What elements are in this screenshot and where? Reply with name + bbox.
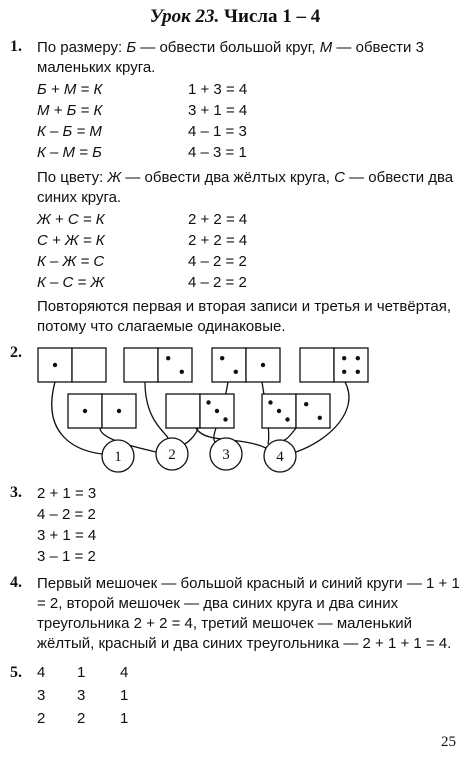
domino-pip [215,409,219,413]
top-domino [212,348,280,382]
task-5-cell: 4 [120,664,129,681]
connector-line [145,382,168,438]
size-letter-eq-1: Б + М = К [37,81,103,98]
connector-line [184,428,198,444]
domino-pip [83,409,87,413]
domino-pip [356,370,360,374]
circle-label: 4 [276,449,284,465]
domino-half [166,394,200,428]
task-5-cell: 1 [120,710,129,727]
number-circle [156,438,188,470]
size-letter-eq-2: М + Б = К [37,102,103,119]
top-domino [38,348,106,382]
number-circles [102,438,296,472]
task-3-eq-4: 3 – 1 = 2 [37,548,96,565]
domino-half [212,348,246,382]
lesson-topic: Числа 1 – 4 [224,6,321,27]
size-letter-eq-3: К – Б = М [37,123,102,140]
task-4-number: 4. [10,574,22,591]
domino-pip [342,370,346,374]
top-domino [300,348,368,382]
domino-pip [206,400,210,404]
circle-label: 3 [222,447,230,463]
lesson-label: Урок 23. [149,6,220,27]
domino-pip [180,370,184,374]
number-circle [210,438,242,470]
domino-half [72,348,106,382]
domino-pip [318,416,322,420]
size-number-eq-3: 4 – 1 = 3 [188,123,247,140]
task-5-cell: 1 [120,687,129,704]
task-5-cell: 4 [37,664,46,681]
size-number-eq-2: 3 + 1 = 4 [188,102,248,119]
size-number-eq-4: 4 – 3 = 1 [188,144,247,161]
task-5-cell: 2 [37,710,46,727]
task-1-conclusion: Повторяются первая и вторая записи и третья и четвёртая, потому что слагаемые одинаковые. [37,298,452,335]
task-1-size-text: По размеру: Б — обвести большой круг, М — обвести 3 маленьких круга. [37,39,424,76]
domino-pip [268,400,272,404]
task-3-eq-2: 4 – 2 = 2 [37,506,96,523]
page-title [0,6,470,28]
domino-pip [234,370,238,374]
bottom-domino [166,394,234,428]
domino-pip [285,417,289,421]
number-circle [264,440,296,472]
circle-label: 2 [168,447,176,463]
task-1-number: 1. [10,38,22,55]
color-letter-eq-2: С + Ж = К [37,232,105,249]
task-2-number: 2. [10,344,22,361]
task-5-cell: 2 [77,710,86,727]
color-number-eq-3: 4 – 2 = 2 [188,253,247,270]
top-domino [124,348,192,382]
number-circle [102,440,134,472]
connector-line [284,428,296,440]
circle-label: 1 [114,449,122,465]
color-letter-eq-3: К – Ж = С [37,253,105,270]
domino-pip [117,409,121,413]
task-5-number: 5. [10,664,22,681]
task-5-cell: 3 [37,687,46,704]
task-1-color-text: По цвету: Ж — обвести два жёлтых круга, С — обвести два синих круга. [37,169,454,206]
domino-half [124,348,158,382]
domino-pip [53,363,57,367]
color-number-eq-1: 2 + 2 = 4 [188,211,248,228]
domino-pip [304,402,308,406]
size-letter-eq-4: К – М = Б [37,144,102,161]
task-5-cell: 3 [77,687,86,704]
task-5-cell: 1 [77,664,86,681]
dominoes [38,348,368,428]
color-number-eq-2: 2 + 2 = 4 [188,232,248,249]
bottom-domino [68,394,136,428]
color-letter-eq-4: К – С = Ж [37,274,105,291]
bottom-domino [262,394,330,428]
domino-pip [277,409,281,413]
domino-pip [166,356,170,360]
color-letter-eq-1: Ж + С = К [37,211,105,228]
domino-half [158,348,192,382]
domino-half [334,348,368,382]
size-number-eq-1: 1 + 3 = 4 [188,81,248,98]
domino-pip [356,356,360,360]
domino-pip [261,363,265,367]
task-3-eq-3: 3 + 1 = 4 [37,527,97,544]
domino-half [300,348,334,382]
page-number: 25 [441,734,456,750]
color-number-eq-4: 4 – 2 = 2 [188,274,247,291]
domino-half [296,394,330,428]
domino-matching-diagram [0,340,470,475]
domino-pip [220,356,224,360]
domino-pip [223,417,227,421]
domino-pip [342,356,346,360]
task-4-text: Первый мешочек — большой красный и синий круги — 1 + 1 = 2, второй мешочек — два синих круга и два синих треугольника 2 + 2 = 4, третий мешочек — маленький жёлтый, красный и два синих треугольника — 2 + 1 + 1 = 4. [37,575,460,652]
task-3-number: 3. [10,484,22,501]
task-3-eq-1: 2 + 1 = 3 [37,485,97,502]
